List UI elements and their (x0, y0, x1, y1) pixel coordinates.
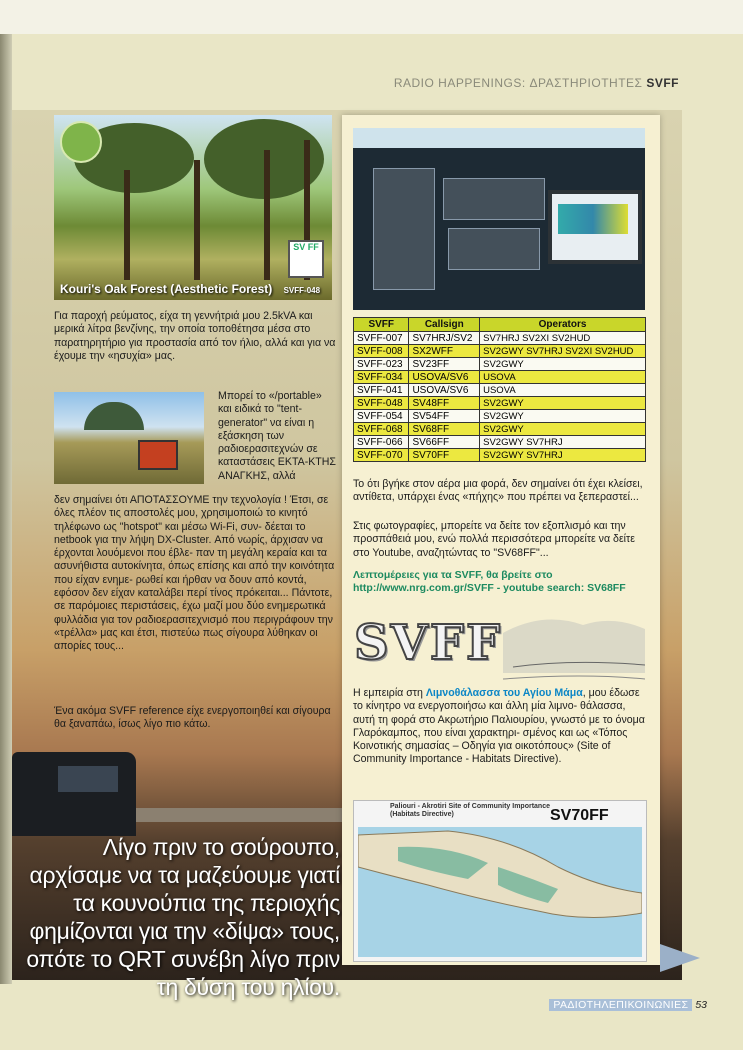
right-paragraph-1: Το ότι βγήκε στον αέρα μια φορά, δεν σημαίνει ότι έχει κλείσει, αντίθετα, υπάρχει ένας «πήχης» που πρέπει να ξεπεραστεί... (353, 478, 643, 504)
table-header-svff: SVFF (354, 318, 409, 332)
tent-paragraph: Μπορεί το «/portable» και ειδικά το "tent-generator" να είναι η εξάσκηση των ραδιοερασιτεχνών σε καταστάσεις ΕΚΤΑ-ΚΤΗΣ ΑΝΑΓΚΗΣ, αλλά (218, 390, 336, 482)
map-title: Paliouri - Akrotiri Site of Community Importance (Habitats Directive) (390, 803, 550, 818)
next-page-arrow-icon[interactable] (660, 944, 700, 972)
cell-reference: SVFF-034 (354, 371, 409, 384)
svff-owl-badge: SV FF (288, 240, 324, 278)
cell-operators: SV2GWY SV7HRJ (480, 436, 646, 449)
cell-callsign: SV23FF (409, 358, 480, 371)
cell-callsign: USOVA/SV6 (409, 371, 480, 384)
running-head-section: SVFF (646, 76, 679, 90)
para3-after: , μου έδωσε το κίνητρο να ενεργοποιήσω και άλλη μία λιμνο- θάλασσα, αυτή τη φορά στο Ακρωτήριο Παλιουρίου, γνωστό με το όνομα Γλαρόκαμπος, που είναι χαρακτηρι- σμένος και ως «Τόπος Κοινοτικής σημασίας – Οδηγία για οικοτόπους» (Site of Community Importance - Habitats Directive). (353, 687, 645, 766)
page-footer (549, 999, 707, 1011)
map-callsign: SV70FF (550, 807, 609, 824)
generator-shape (138, 440, 178, 470)
footer-magazine: ΡΑΔΙΟΤΗΛΕΠΙΚΟΙΝΩΝΙΕΣ (549, 999, 692, 1011)
table-row (354, 449, 646, 462)
cell-reference: SVFF-008 (354, 345, 409, 358)
amateur-radio-logo-icon (60, 121, 102, 163)
cell-callsign: SV66FF (409, 436, 480, 449)
table-row (354, 410, 646, 423)
paliouri-map[interactable] (353, 800, 647, 962)
table-row (354, 332, 646, 345)
cell-reference: SVFF-007 (354, 332, 409, 345)
left-paragraph-2: δεν σημαίνει ότι ΑΠΟΤΑΣΣΟΥΜΕ την τεχνολογία ! Έτσι, σε όλες πλέον τις αποστολές μου, χρησιμοποιώ το κινητό τηλέφωνο ως "hotspot" και μέσω Wi-Fi, συν- δέεται το netbook για την λήψη DX-Cluster. Από νωρίς, άρχισαν να έρχονται λουόμενοι που έβλε- παν τη μεγάλη κεραία και τα ασυνήθιστα αυτοκίνητα, όπως επίσης και από την κοινότητα που είχαν ενημε- ρωθεί και ήρθαν να δουν από κοντά, εφόσον δεν είχαν καταλάβει περί τίνος πρόκειται... Πάντοτε, σε παρόμοιες περιστάσεις, έχω μαζί μου δύο ενημερωτικά φυλλάδια για τον ραδιοερασιτεχνισμό που περιγράφουν την «τρέλλα» μας και έτσι, πιστεύω πως σίγουρα λύθηκαν οι απορίες τους... (54, 494, 335, 653)
cell-callsign: SV48FF (409, 397, 480, 410)
cell-callsign: SV7HRJ/SV2 (409, 332, 480, 345)
table-header-operators: Operators (480, 318, 646, 332)
cell-operators: SV7HRJ SV2XI SV2HUD (480, 332, 646, 345)
table-row (354, 423, 646, 436)
cell-operators: SV2GWY SV7HRJ (480, 449, 646, 462)
cell-operators: USOVA (480, 384, 646, 397)
top-margin (0, 0, 743, 34)
cell-callsign: SV70FF (409, 449, 480, 462)
cell-reference: SVFF-041 (354, 384, 409, 397)
table-row (354, 384, 646, 397)
van-silhouette (12, 752, 136, 836)
cell-operators: USOVA (480, 371, 646, 384)
page-number: 53 (695, 999, 707, 1011)
pull-quote: Λίγο πριν το σούρουπο, αρχίσαμε να τα μαζεύουμε γιατί τα κουνούπια της περιοχής φημίζονται για την «δίψα» τους, οπότε το QRT συνέβη λίγο πριν τη δύση του ηλίου. (26, 834, 340, 1000)
cell-reference: SVFF-066 (354, 436, 409, 449)
agios-mamas-highlight: Λιμνοθάλασσα του Αγίου Μάμα (425, 687, 583, 699)
tent-generator-photo (54, 392, 204, 484)
cell-reference: SVFF-070 (354, 449, 409, 462)
cell-operators: SV2GWY (480, 358, 646, 371)
cell-reference: SVFF-023 (354, 358, 409, 371)
cell-reference: SVFF-068 (354, 423, 409, 436)
table-row (354, 358, 646, 371)
cell-operators: SV2GWY (480, 423, 646, 436)
svff-operations-table (353, 317, 646, 462)
binding-spine (0, 34, 12, 984)
sea-horizon (136, 808, 342, 822)
radio-station-photo (353, 128, 645, 310)
svff-details-link[interactable]: Λεπτομέρειες για τα SVFF, θα βρείτε στο http://www.nrg.com.gr/SVFF - youtube search: SV68FF (353, 569, 626, 594)
running-head (394, 76, 679, 90)
map-area[interactable] (358, 827, 642, 957)
table-row (354, 345, 646, 358)
cell-reference: SVFF-048 (354, 397, 409, 410)
umbrella-tent-shape (84, 402, 144, 430)
cell-callsign: SX2WFF (409, 345, 480, 358)
cell-reference: SVFF-054 (354, 410, 409, 423)
oak-forest-photo (54, 115, 332, 300)
table-row (354, 371, 646, 384)
para3-before: Η εμπειρία στη (353, 687, 426, 699)
cell-callsign: USOVA/SV6 (409, 384, 480, 397)
table-body (354, 332, 646, 462)
laptop-screen (548, 190, 642, 264)
cell-operators: SV2GWY SV7HRJ SV2XI SV2HUD (480, 345, 646, 358)
svff-logo: SVFF (354, 615, 503, 671)
left-paragraph-1: Για παροχή ρεύματος, είχα τη γεννήτριά μου 2.5kVA και μερικά λίτρα βενζίνης, την οποία τοποθέτησα μέσα στο παρατηρητήριο για προστασία από τον ήλιο, αλλά και για να έχουμε την «ησυχία» μας. (54, 310, 336, 362)
oak-photo-caption (60, 282, 320, 296)
table-row (354, 436, 646, 449)
right-paragraph-3 (353, 687, 649, 767)
running-head-prefix: RADIO HAPPENINGS: ΔΡΑΣΤΗΡΙΟΤΗΤΕΣ (393, 76, 643, 90)
cell-operators: SV2GWY (480, 410, 646, 423)
left-paragraph-3: Ένα ακόμα SVFF reference είχε ενεργοποιηθεί και σίγουρα θα ξαναπάω, ίσως λίγο πιο κάτω. (54, 705, 331, 731)
table-row (354, 397, 646, 410)
cell-operators: SV2GWY (480, 397, 646, 410)
oak-caption-text: Kouri's Oak Forest (Aesthetic Forest) (60, 282, 273, 296)
cell-callsign: SV54FF (409, 410, 480, 423)
peninsula-shape (358, 827, 642, 957)
cell-callsign: SV68FF (409, 423, 480, 436)
right-paragraph-2: Στις φωτογραφίες, μπορείτε να δείτε τον εξοπλισμό και την προσπάθειά μου, ενώ πολλά περισσότερα μπορείτε να δείτε στο Youtube, αναζητώντας το "SV68FF"... (353, 520, 635, 559)
table-header-callsign: Callsign (409, 318, 480, 332)
oak-caption-reference: SVFF-048 (283, 286, 321, 295)
